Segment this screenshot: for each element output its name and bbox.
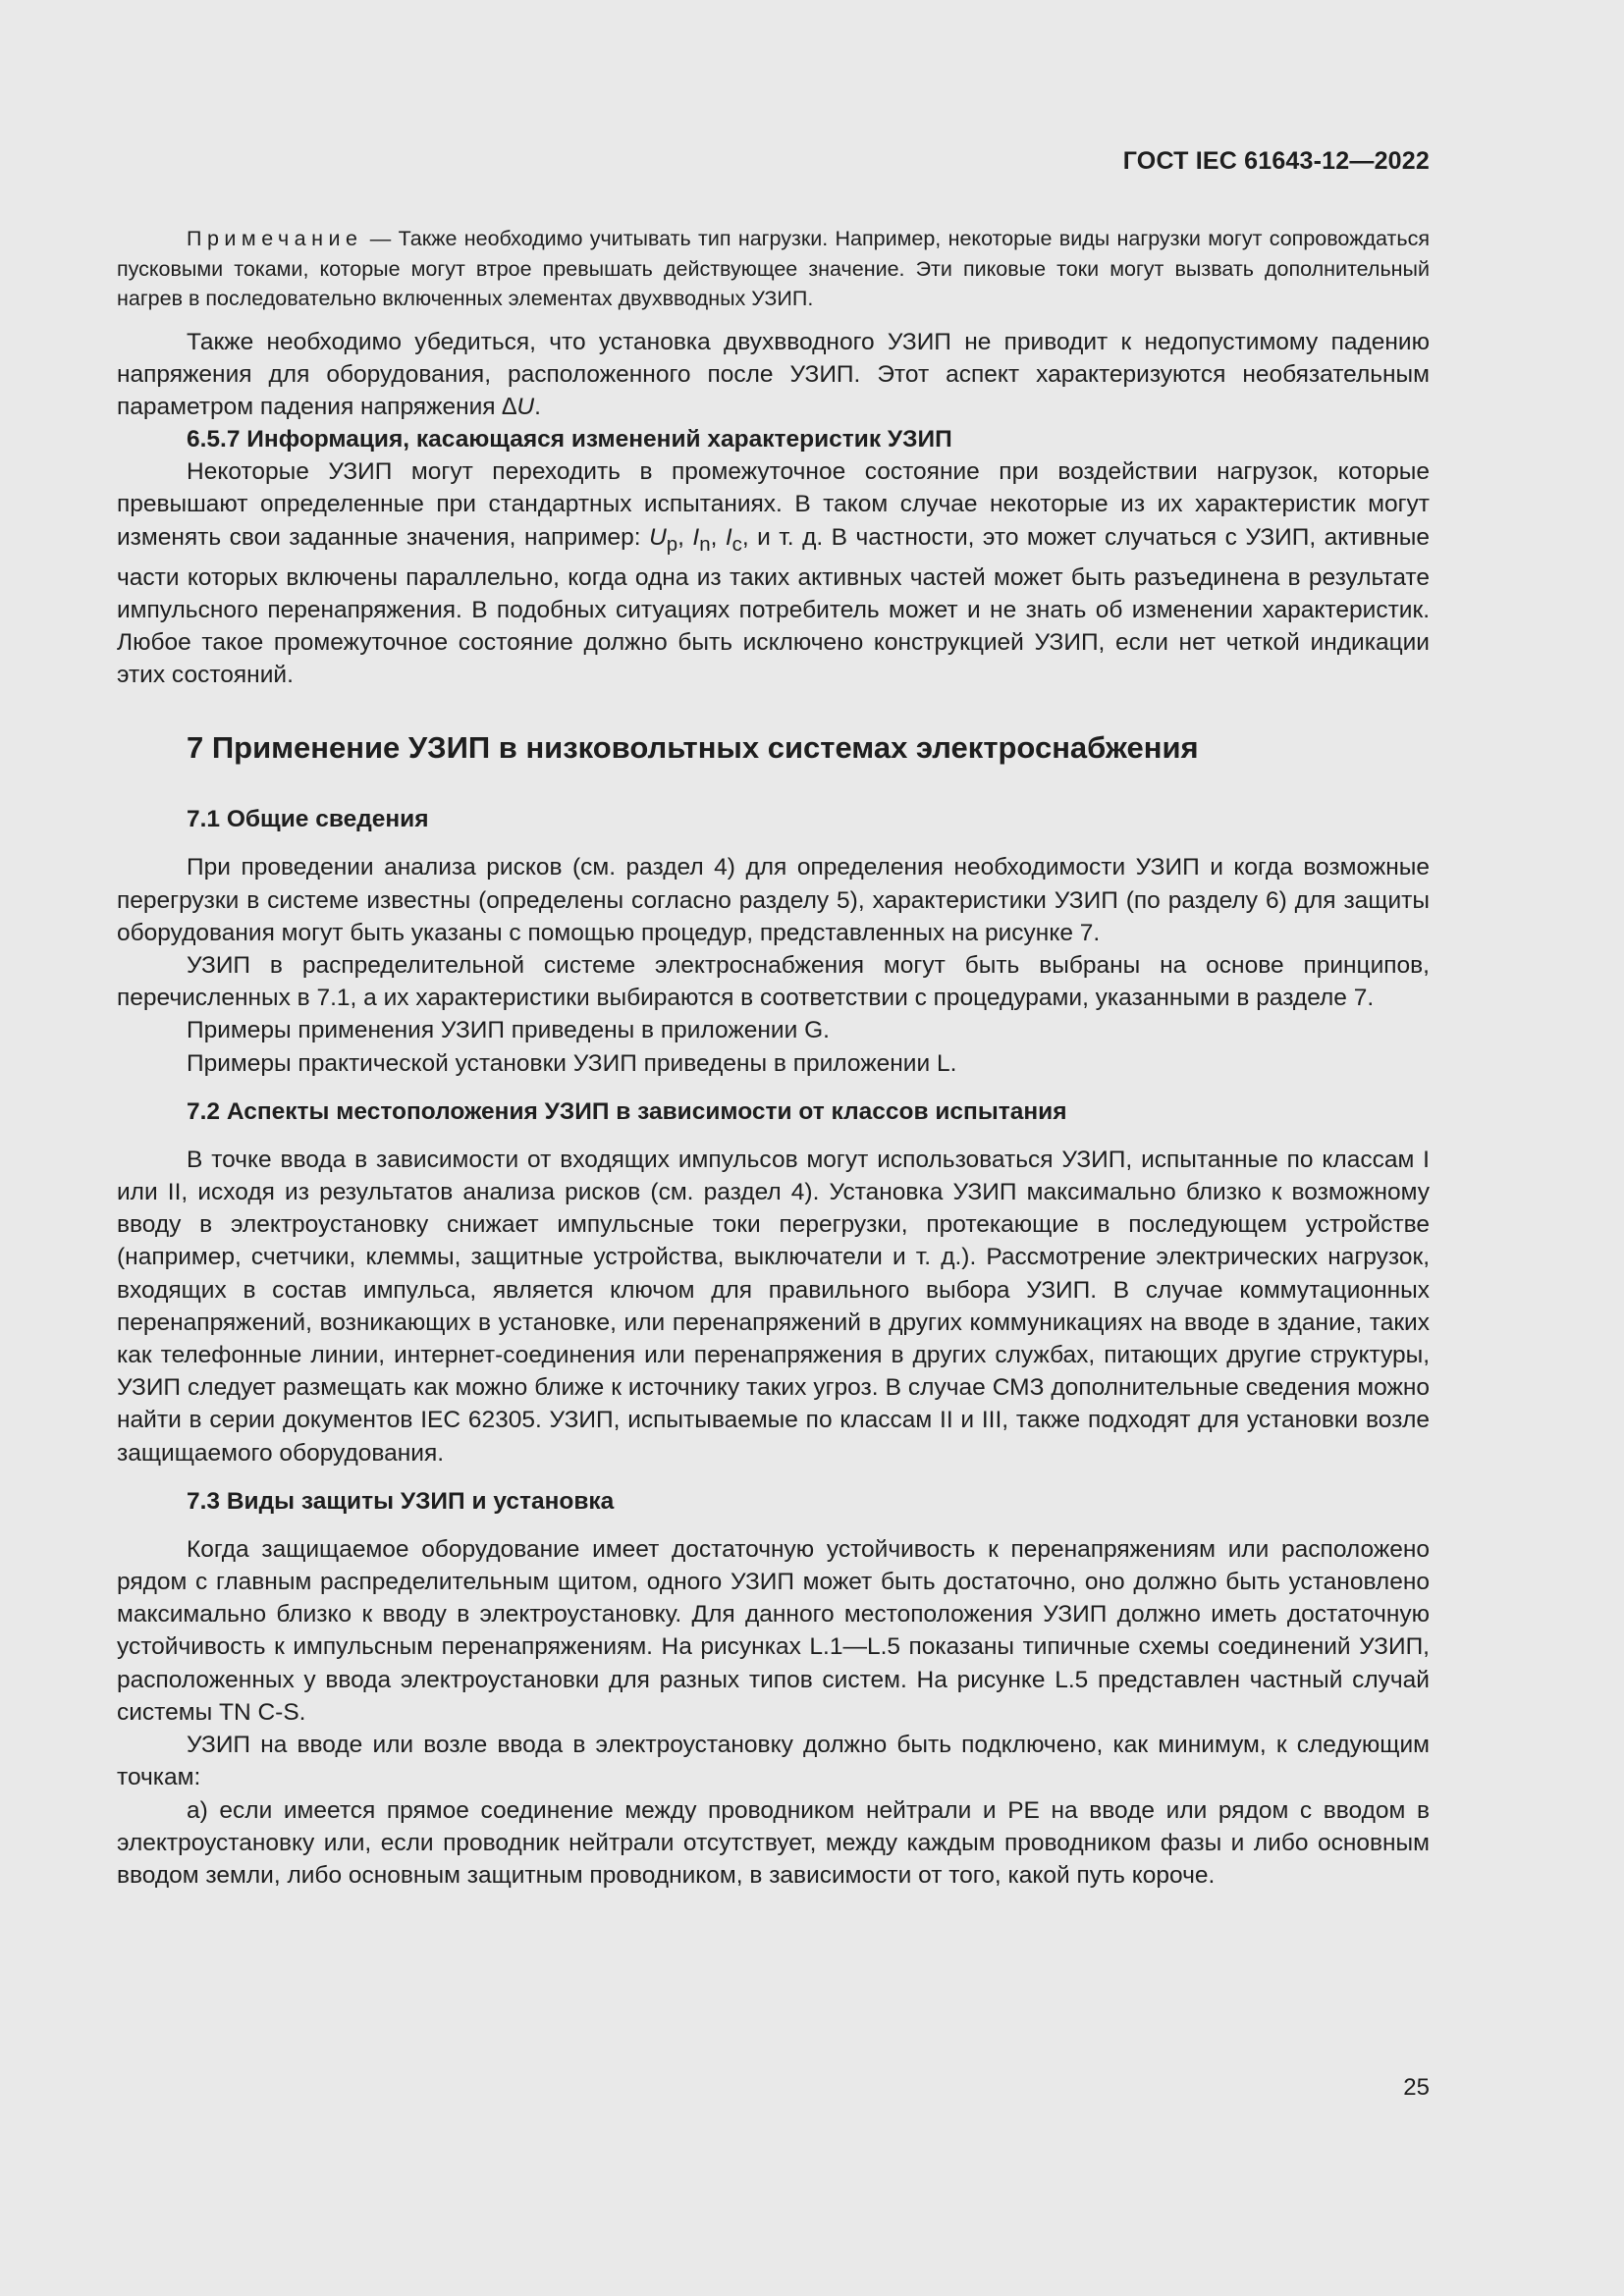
page-number: 25	[1403, 2074, 1430, 2101]
section-7-1-heading: 7.1 Общие сведения	[187, 806, 429, 833]
section-7-1-paragraph-2: УЗИП в распределительной системе электроснабжения могут быть выбраны на основе принципов, перечисленных в 7.1, а их характеристики выбираются в соответствии с процедурами, указанными в разделе 7.	[117, 952, 1430, 1012]
paragraph-text: Некоторые УЗИП могут переходить в промежуточное состояние при воздействии нагрузок, которые превышают определенные при стандартных испытаниях. В таком случае некоторые из их характеристик могут изменять свои заданные значения, например:	[117, 458, 1430, 551]
delta-u-symbol: ∆U	[502, 393, 535, 420]
section-7-3-paragraph-2: УЗИП на вводе или возле ввода в электроустановку должно быть подключено, как минимум, к следующим точкам:	[117, 1732, 1430, 1791]
symbol-ic-sub: c	[731, 533, 742, 556]
section-7-1-paragraph-4: Примеры практической установки УЗИП приведены в приложении L.	[187, 1049, 957, 1077]
symbol-up: U	[649, 523, 667, 551]
voltage-drop-paragraph	[117, 326, 1430, 424]
page-body	[117, 224, 1430, 1892]
paragraph-text: , и т. д. В частности, это может случаться с УЗИП, активные части которых включены параллельно, когда одна из таких активных частей может быть разъединена в результате импульсного перенапряжения. В подобных ситуациях потребитель может и не знать об изменении характеристик. Любое такое промежуточное состояние должно быть исключено конструкцией УЗИП, если нет четкой индикации этих состояний.	[117, 523, 1430, 689]
section-7-1-paragraph-1: При проведении анализа рисков (см. раздел 4) для определения необходимости УЗИП и когда возможные перегрузки в системе известны (определены согласно разделу 5), характеристики УЗИП (по разделу 6) для защиты оборудования могут быть указаны с помощью процедур, представленных на рисунке 7.	[117, 854, 1430, 946]
note-paragraph	[117, 224, 1430, 314]
section-7-3-list-item-a: а) если имеется прямое соединение между проводником нейтрали и PE на вводе или рядом с вводом в электроустановку или, если проводник нейтрали отсутствует, между каждым проводником фазы и либо основным вводом земли, либо основным защитным проводником, в зависимости от того, какой путь короче.	[117, 1796, 1430, 1889]
paragraph-end: .	[534, 393, 541, 420]
symbol-in-sub: n	[699, 533, 711, 556]
note-label: Примечание	[187, 227, 363, 250]
paragraph-text: Также необходимо убедиться, что установка двухвводного УЗИП не приводит к недопустимому падению напряжения для оборудования, расположенного после УЗИП. Этот аспект характеризуются необязательным параметром падения напряжения	[117, 328, 1430, 420]
symbol-ic: I	[725, 523, 732, 551]
section-7-3-paragraph-1: Когда защищаемое оборудование имеет достаточную устойчивость к перенапряжениям или расположено рядом с главным распределительным щитом, одного УЗИП может быть достаточно, оно должно быть установлено максимально близко к вводу в электроустановку. Для данного местоположения УЗИП должно иметь достаточную устойчивость к импульсным перенапряжениям. На рисунках L.1—L.5 показаны типичные схемы соединений УЗИП, расположенных у ввода электроустановки для разных типов систем. На рисунке L.5 представлен частный случай системы TN C-S.	[117, 1535, 1430, 1726]
section-7-2-paragraph-1: В точке ввода в зависимости от входящих импульсов могут использоваться УЗИП, испытанные по классам I или II, исходя из результатов анализа рисков (см. раздел 4). Установка УЗИП максимально близко к возможному вводу в электроустановку снижает импульсные токи перегрузки, протекающие в последующем устройстве (например, счетчики, клеммы, защитные устройства, выключатели и т. д.). Рассмотрение электрических нагрузок, входящих в состав импульса, является ключом для правильного выбора УЗИП. В случае коммутационных перенапряжений, возникающих в установке, или перенапряжений в других коммуникациях на вводе в здание, таких как телефонные линии, интернет-соединения или перенапряжения в других службах, питающих другие структуры, УЗИП следует размещать как можно ближе к источнику таких угроз. В случае СМЗ дополнительные сведения можно найти в серии документов IEC 62305. УЗИП, испытываемые по классам II и III, также подходят для установки возле защищаемого оборудования.	[117, 1146, 1430, 1467]
section-7-2-heading: 7.2 Аспекты местоположения УЗИП в зависимости от классов испытания	[187, 1097, 1067, 1125]
section-6-5-7-paragraph: Некоторые УЗИП могут переходить в промежуточное состояние при воздействии нагрузок, которые превышают определенные при стандартных испытаниях. В таком случае некоторые из их характеристик могут изменять свои заданные значения, например: $U_p$, $I_n$, $I_c$, и т. д. В частности, это может случаться с УЗИП, активные части которых включены параллельно, когда одна из таких активных частей может быть разъединена в результате импульсного перенапряжения. В подобных ситуациях потребитель может и не знать об изменении характеристик. Любое такое промежуточное состояние должно быть исключено конструкцией УЗИП, если нет четкой индикации этих состояний.	[117, 458, 1430, 689]
note-text: — Также необходимо учитывать тип нагрузки. Например, некоторые виды нагрузки могут сопровождаться пусковыми токами, которые могут втрое превышать действующее значение. Эти пиковые токи могут вызвать дополнительный нагрев в последовательно включенных элементах двухвводных УЗИП.	[117, 227, 1430, 310]
section-7-3-heading: 7.3 Виды защиты УЗИП и установка	[187, 1487, 615, 1515]
section-7-heading: 7 Применение УЗИП в низковольтных системах электроснабжения	[187, 730, 1199, 766]
symbol-up-sub: p	[666, 533, 678, 556]
section-7-1-paragraph-3: Примеры применения УЗИП приведены в приложении G.	[187, 1017, 830, 1044]
symbol-in: I	[692, 523, 700, 551]
section-6-5-7-heading: 6.5.7 Информация, касающаяся изменений характеристик УЗИП	[187, 426, 952, 454]
document-code-header: ГОСТ IEC 61643-12—2022	[1122, 147, 1430, 175]
